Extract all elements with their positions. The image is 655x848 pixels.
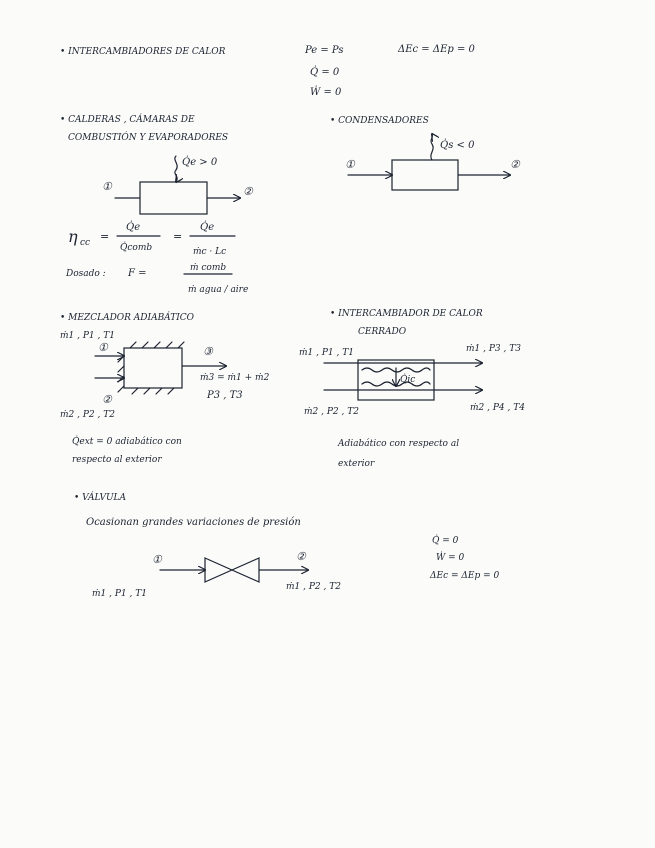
mezclador-box: [124, 348, 182, 388]
eq-work: Ẇ = 0: [310, 87, 342, 98]
condensador-node-in: ①: [345, 158, 355, 171]
section-title-cerrado-line2: CERRADO: [358, 327, 407, 337]
dosado-num: ṁ comb: [190, 263, 227, 273]
efficiency-equals-2: =: [173, 230, 183, 243]
eq-pressure: Pe = Ps: [305, 45, 344, 56]
efficiency-num-2: Q̇e: [200, 222, 215, 233]
efficiency-eta: η: [68, 227, 78, 246]
eq-energy: ΔEc = ΔEp = 0: [398, 44, 475, 55]
efficiency-subscript: cc: [80, 238, 91, 248]
valvula-node-in: ①: [152, 553, 162, 566]
mezclador-node3: ③: [203, 345, 213, 358]
caldera-heat-wave: [175, 156, 177, 170]
condensador-heat-arrow: [431, 134, 433, 160]
valvula-eq-work: Ẇ = 0: [436, 553, 465, 563]
dosado-formula: [65, 263, 248, 295]
mezclador-inlet1: ṁ1 , P1 , T1: [60, 331, 115, 341]
cerrado-note-line1: Adiabático con respecto al: [338, 439, 460, 449]
mezclador-note-line1: Q̇ext = 0 adiabático con: [72, 437, 182, 447]
efficiency-num-1: Q̇e: [126, 222, 141, 233]
cerrado-note-line2: exterior: [338, 459, 375, 469]
efficiency-den-2: ṁc · Lc: [193, 247, 227, 257]
caldera-node-in: ①: [102, 180, 112, 193]
valvula-outlet-state: ṁ1 , P2 , T2: [286, 582, 341, 592]
dosado-den: ṁ agua / aire: [188, 285, 249, 295]
cerrado-in2: ṁ2 , P2 , T2: [304, 407, 359, 417]
section-title-condensadores: • CONDENSADORES: [330, 116, 429, 126]
section-title-calderas-line1: • CALDERAS , CÁMARAS DE: [60, 115, 195, 125]
section-title-valvula: • VÁLVULA: [74, 493, 127, 503]
cerrado-heat-label: Q̇ic: [400, 375, 416, 385]
condensador-box: [392, 160, 458, 190]
caldera-heat-label: Q̇e > 0: [182, 157, 218, 168]
mezclador-node1: ①: [98, 341, 108, 354]
efficiency-equals-1: =: [100, 230, 110, 243]
dosado-f: F =: [128, 268, 147, 279]
valvula-diagram: [92, 550, 341, 599]
condensador-node-out: ②: [510, 158, 520, 171]
section-title-intercambiadores: • INTERCAMBIADORES DE CALOR: [60, 47, 226, 57]
mezclador-note-line2: respecto al exterior: [72, 455, 162, 465]
valvula-eq-energy: ΔEc = ΔEp = 0: [430, 571, 500, 581]
cerrado-out1: ṁ1 , P3 , T3: [466, 344, 521, 354]
section-title-mezclador: • MEZCLADOR ADIABÁTICO: [60, 313, 195, 323]
valvula-inlet-state: ṁ1 , P1 , T1: [92, 589, 147, 599]
valvula-node-out: ②: [296, 550, 306, 563]
caldera-heat-arrow: [175, 170, 177, 182]
section-title-cerrado-line1: • INTERCAMBIADOR DE CALOR: [330, 309, 483, 319]
mezclador-inlet2: ṁ2 , P2 , T2: [60, 410, 115, 420]
efficiency-den-1: Q̇comb: [120, 243, 153, 253]
condensador-heat-label: Q̇s < 0: [440, 140, 475, 151]
mezclador-outlet-state: P3 , T3: [207, 390, 243, 401]
efficiency-formula: [68, 221, 235, 257]
condensador-diagram: [345, 134, 521, 190]
section-title-calderas-line2: COMBUSTIÓN Y EVAPORADORES: [68, 133, 229, 143]
mezclador-node2: ②: [102, 393, 112, 406]
eq-heat: Q̇ = 0: [310, 67, 340, 78]
caldera-box: [140, 182, 207, 214]
cerrado-out2: ṁ2 , P4 , T4: [470, 403, 525, 413]
caldera-node-out: ②: [243, 185, 253, 198]
cerrado-in1: ṁ1 , P1 , T1: [299, 348, 354, 358]
valvula-description: Ocasionan grandes variaciones de presión: [86, 517, 301, 528]
valvula-eq-heat: Q̇ = 0: [432, 536, 459, 546]
caldera-diagram: [102, 156, 254, 214]
mezclador-insulation-hatch: [118, 342, 184, 394]
valvula-symbol: [205, 558, 259, 582]
cerrado-diagram: [299, 344, 525, 417]
mezclador-diagram: [60, 331, 270, 420]
dosado-label: Dosado :: [66, 269, 106, 279]
mezclador-outlet-mass: ṁ3 = ṁ1 + ṁ2: [200, 373, 270, 383]
